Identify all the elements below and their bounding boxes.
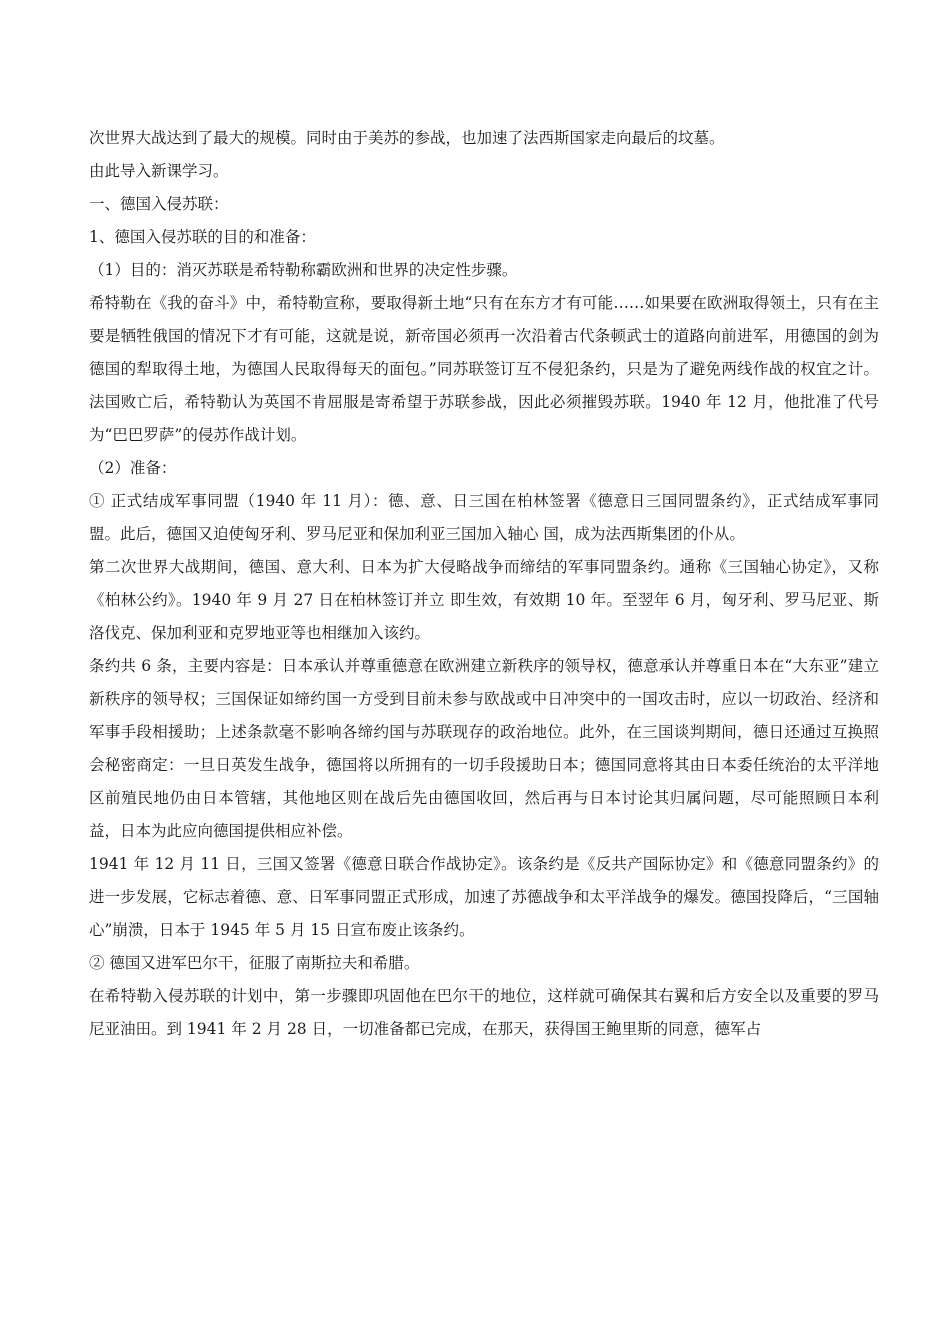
paragraph-lesson-intro: 由此导入新课学习。 [89, 162, 229, 180]
item-military-alliance: ① 正式结成军事同盟（1940 年 11 月）：德、意、日三国在柏林签署《德意日三国同盟条约》，正式结成军事同盟。此后，德国又迫使匈牙利、罗马尼亚和保加利亚三国加入轴心 国，成为法西斯集团的仆从。 [89, 492, 879, 543]
paragraph-ww2-scale: 次世界大战达到了最大的规模。同时由于美苏的参战，也加速了法西斯国家走向最后的坟墓。 [89, 129, 725, 147]
document-body [89, 122, 879, 1046]
subsection-heading-purpose-preparation: 1、德国入侵苏联的目的和准备： [89, 228, 316, 246]
paragraph-joint-operations: 1941 年 12 月 11 日，三国又签署《德意日联合作战协定》。该条约是《反共产国际协定》和《德意同盟条约》的进一步发展，它标志着德、意、日军事同盟正式形成，加速了苏德战争和太平洋战争的爆发。德国投降后，“三国轴心”崩溃，日本于 1945 年 5 月 15 日宣布废止该条约。 [89, 855, 879, 939]
item-preparation: （2）准备： [89, 459, 177, 477]
section-heading-invasion: 一、德国入侵苏联： [89, 195, 229, 213]
item-balkans: ② 德国又进军巴尔干，征服了南斯拉夫和希腊。 [89, 954, 420, 972]
paragraph-pact-contents: 条约共 6 条，主要内容是：日本承认并尊重德意在欧洲建立新秩序的领导权，德意承认并尊重日本在“大东亚”建立新秩序的领导权；三国保证如缔约国一方受到目前未参与欧战或中日冲突中的一国攻击时，应以一切政治、经济和军事手段相援助；上述条款毫不影响各缔约国与苏联现存的政治地位。此外，在三国谈判期间，德日还通过互换照会秘密商定：一旦日英发生战争，德国将以所拥有的一切手段援助日本；德国同意将其由日本委任统治的太平洋地区前殖民地仍由日本管辖，其他地区则在战后先由德国收回，然后再与日本讨论其归属问题，尽可能照顾日本利益，日本为此应向德国提供相应补偿。 [89, 657, 879, 840]
item-purpose: （1）目的：消灭苏联是希特勒称霸欧洲和世界的决定性步骤。 [89, 261, 518, 279]
paragraph-mein-kampf: 希特勒在《我的奋斗》中，希特勒宣称，要取得新土地“只有在东方才有可能……如果要在欧洲取得领土，只有在主要是牺牲俄国的情况下才有可能，这就是说，新帝国必须再一次沿着古代条顿武士的道路向前进军，用德国的剑为德国的犁取得土地，为德国人民取得每天的面包。”同苏联签订互不侵犯条约，只是为了避免两线作战的权宜之计。法国败亡后，希特勒认为英国不肯屈服是寄希望于苏联参战，因此必须摧毁苏联。1940 年 12 月，他批准了代号为“巴巴罗萨”的侵苏作战计划。 [89, 294, 879, 444]
paragraph-balkan-plan: 在希特勒入侵苏联的计划中，第一步骤即巩固他在巴尔干的地位，这样就可确保其右翼和后方安全以及重要的罗马尼亚油田。到 1941 年 2 月 28 日，一切准备都已完成，在那天，获得国王鲍里斯的同意，德军占 [89, 987, 879, 1038]
paragraph-tripartite-pact: 第二次世界大战期间，德国、意大利、日本为扩大侵略战争而缔结的军事同盟条约。通称《三国轴心协定》，又称《柏林公约》。1940 年 9 月 27 日在柏林签订并立 即生效，有效期 10 年。至翌年 6 月，匈牙利、罗马尼亚、斯洛伐克、保加利亚和克罗地亚等也相继加入该约。 [89, 558, 879, 642]
